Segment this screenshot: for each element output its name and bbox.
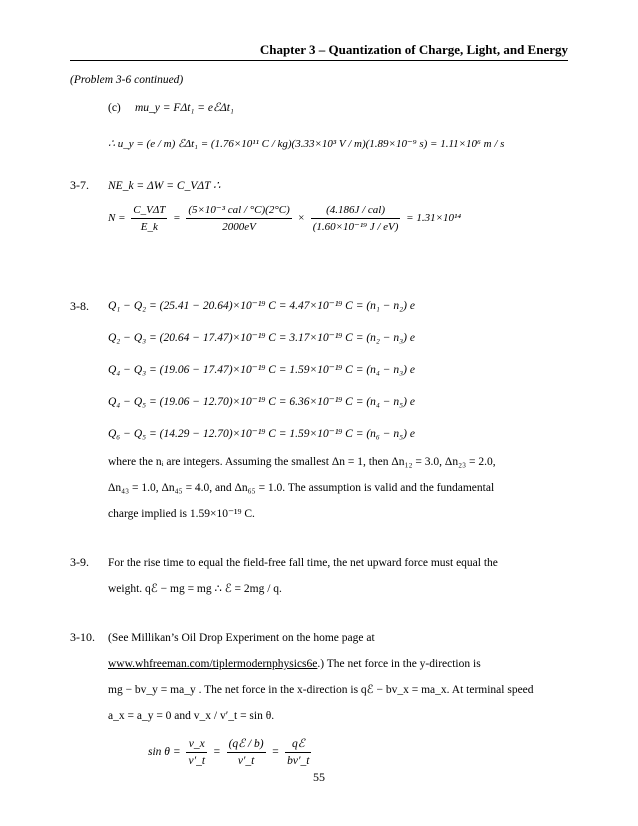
p38-text-3: charge implied is 1.59×10⁻¹⁹ C. xyxy=(108,508,255,520)
p38-equation-2: Q₂ − Q₃ = (20.64 − 17.47)×10⁻¹⁹ C = 3.17×10⁻¹⁹ C = (n₂ − n₃) e xyxy=(108,332,415,344)
p36-c-equation: mu_y = FΔt₁ = eℰΔt₁ xyxy=(135,102,234,114)
p38-equation-3: Q₄ − Q₃ = (19.06 − 17.47)×10⁻¹⁹ C = 1.59×10⁻¹⁹ C = (n₄ − n₃) e xyxy=(108,364,415,376)
p310-fraction-3: $\frac{\text{qℰ}}{bv'\_t}$ xyxy=(287,738,310,767)
p310-text-2-after: .) The net force in the y-direction is xyxy=(317,658,481,670)
p37-equation-1: NE_k = ΔW = C_VΔT ∴ xyxy=(108,180,221,192)
p38-equation-4: Q₄ − Q₅ = (19.06 − 12.70)×10⁻¹⁹ C = 6.36×10⁻¹⁹ C = (n₄ − n₅) e xyxy=(108,396,415,408)
p37-result: = 1.31×10¹⁴ xyxy=(406,212,462,225)
p310-sin-equation: sin θ = $\frac{v\_x}{v'\_t}$ = $\frac{\text{(qℰ / b)}}{v'\_t}$ = $\frac{\text{qℰ}}{bv'\_t}$ xyxy=(148,738,310,767)
p37-equation-2: N = $\frac{\text{C\_VΔT}}{E\_k}$ = $\frac{\text{(5×10⁻³ cal / °C)(2°C)}}{2000eV}$ × $\frac{\text{(4.186J / cal)}}{\text{(1.60×10⁻¹⁹ J / eV)}}$ = 1.31×10¹⁴ xyxy=(108,204,462,233)
p37-fraction-1: $\frac{\text{C\_VΔT}}{E\_k}$ xyxy=(133,204,166,233)
problem-continued-label: (Problem 3-6 continued) xyxy=(70,74,184,86)
p37-fraction-2: $\frac{\text{(5×10⁻³ cal / °C)(2°C)}}{2000eV}$ xyxy=(188,204,290,233)
p310-text-2 xyxy=(108,656,481,672)
problem-number-3-9: 3-9. xyxy=(70,555,89,569)
header-rule xyxy=(70,60,568,61)
page-number: 55 xyxy=(313,770,325,784)
p36-c-label: (c) xyxy=(108,102,121,114)
p310-fraction-2: $\frac{\text{(qℰ / b)}}{v'\_t}$ xyxy=(228,738,264,767)
p310-text-3: mg − bv_y = ma_y . The net force in the x-direction is qℰ − bv_x = ma_x. At terminal speed xyxy=(108,684,534,696)
p310-sin-lhs: sin θ = xyxy=(148,746,181,759)
whfreeman-link[interactable]: www.whfreeman.com/tiplermodernphysics6e xyxy=(108,658,318,670)
problem-number-3-7: 3-7. xyxy=(70,178,89,192)
p38-equation-5: Q₆ − Q₅ = (14.29 − 12.70)×10⁻¹⁹ C = 1.59×10⁻¹⁹ C = (n₆ − n₅) e xyxy=(108,428,415,440)
p37-n-lhs: N = xyxy=(108,212,126,225)
p38-text-1: where the nᵢ are integers. Assuming the smallest Δn = 1, then Δn₁₂ = 3.0, Δn₂₃ = 2.0, xyxy=(108,456,496,468)
p38-text-2: Δn₄₃ = 1.0, Δn₄₅ = 4.0, and Δn₆₅ = 1.0. The assumption is valid and the fundamental xyxy=(108,482,495,494)
p37-fraction-3: $\frac{\text{(4.186J / cal)}}{\text{(1.60×10⁻¹⁹ J / eV)}}$ xyxy=(312,204,399,233)
problem-number-3-8: 3-8. xyxy=(70,299,89,313)
p310-fraction-1: $\frac{v\_x}{v'\_t}$ xyxy=(188,738,206,767)
chapter-header: Chapter 3 – Quantization of Charge, Light, and Energy xyxy=(259,42,568,57)
p39-text-1: For the rise time to equal the field-free fall time, the net upward force must equal the xyxy=(108,557,498,569)
p38-equation-1: Q₁ − Q₂ = (25.41 − 20.64)×10⁻¹⁹ C = 4.47×10⁻¹⁹ C = (n₁ − n₂) e xyxy=(108,300,415,312)
p36-therefore-equation: ∴ u_y = (e / m) ℰΔt₁ = (1.76×10¹¹ C / kg)(3.33×10³ V / m)(1.89×10⁻⁹ s) = 1.11×10⁶ m / s xyxy=(108,138,505,150)
p310-text-4: a_x = a_y = 0 and v_x / v′_t = sin θ. xyxy=(108,710,275,722)
problem-number-3-10: 3-10. xyxy=(70,630,95,644)
p39-text-2: weight. qℰ − mg = mg ∴ ℰ = 2mg / q. xyxy=(108,583,282,595)
p310-text-1: (See Millikan’s Oil Drop Experiment on the home page at xyxy=(108,632,375,644)
